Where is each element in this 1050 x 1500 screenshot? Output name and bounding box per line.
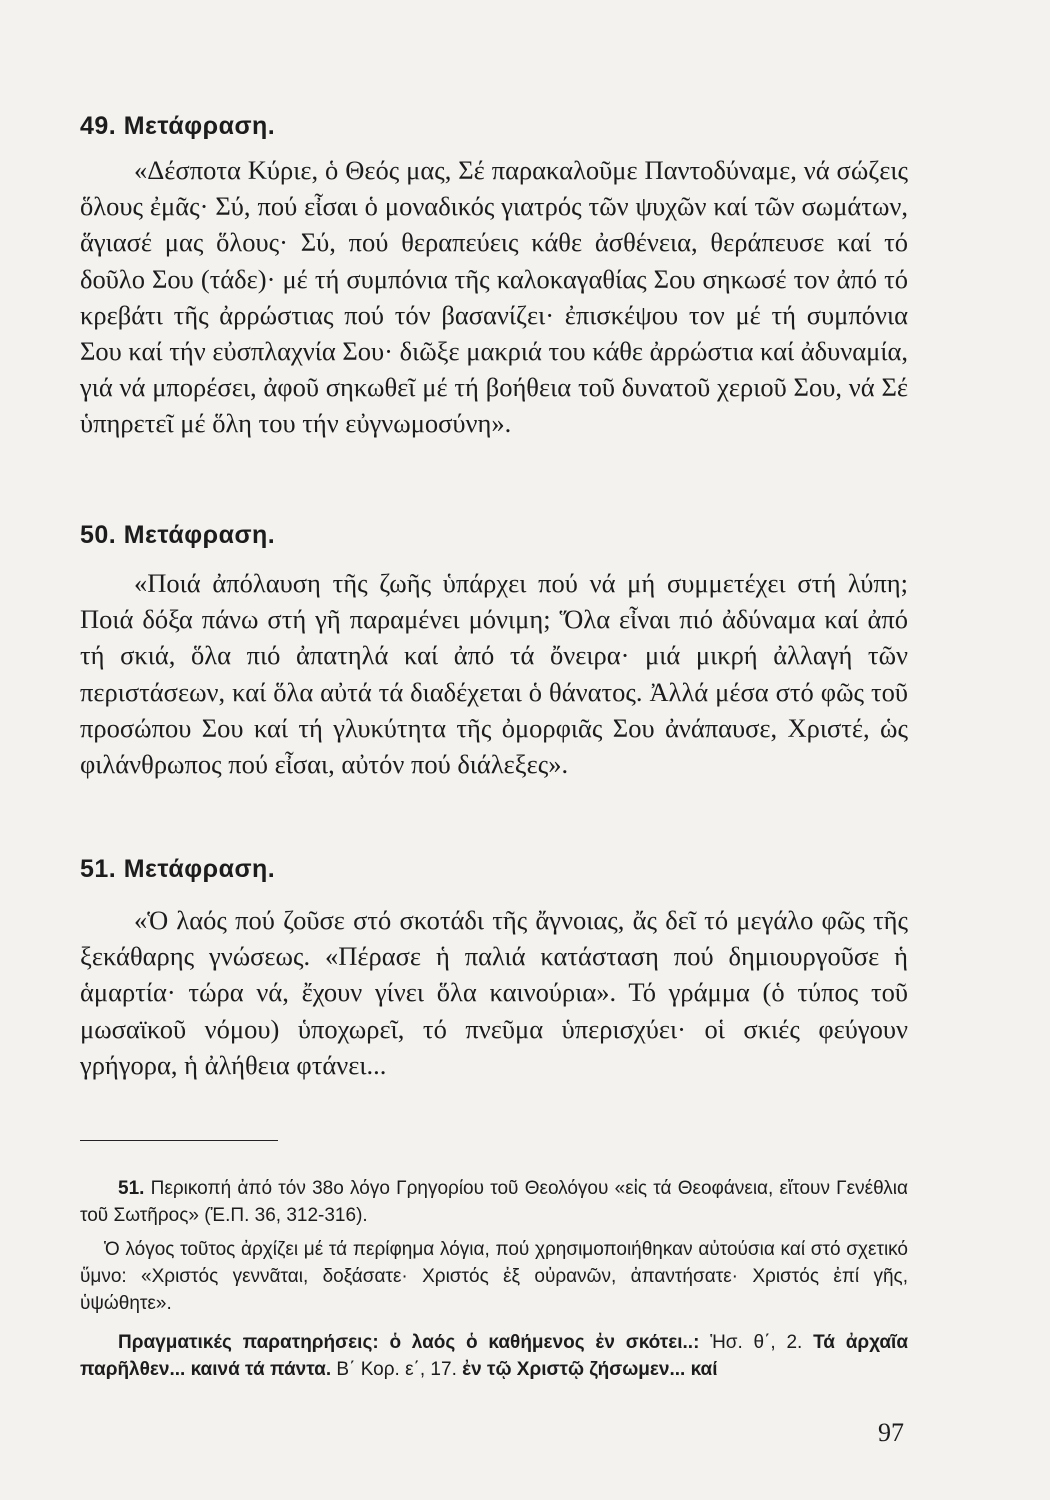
remarks-quote-1: ὁ λαός ὁ καθήμενος ἐν σκότει..: — [389, 1332, 700, 1353]
footnote-remarks — [80, 1329, 908, 1383]
footnote-note: Ὁ λόγος τοῦτος ἀρχίζει μέ τά περίφημα λόγια, πού χρησιμοποιήθηκαν αὐτούσια καί στό σχετικό ὕμνο: «Χριστός γεννᾶται, δοξάσατε· Χριστός ἐξ οὐρανῶν, ἀπαντήσατε· Χριστός ἐπί γῆς, ὑψώθητε». — [80, 1239, 908, 1314]
footnote-number: 51. — [118, 1178, 145, 1199]
section-49-heading: 49. Μετάφραση. — [80, 112, 276, 140]
section-51-text: «Ὁ λαός πού ζοῦσε στό σκοτάδι τῆς ἄγνοιας, ἄς δεῖ τό μεγάλο φῶς τῆς ξεκάθαρης γνώσεως. «Πέρασε ἡ παλιά κατάσταση πού δημιουργοῦσε ἡ ἁμαρτία· τώρα νά, ἔχουν γίνει ὅλα καινούρια». Τό γράμμα (ὁ τύπος τοῦ μωσαϊκοῦ νόμου) ὑποχωρεῖ, τό πνεῦμα ὑπερισχύει· οἱ σκιές φεύγουν γρήγορα, ἡ ἀλήθεια φτάνει... — [80, 905, 908, 1080]
footnote-rule — [80, 1140, 278, 1141]
footnote-citation-text: Περικοπή ἀπό τόν 38ο λόγο Γρηγορίου τοῦ Θεολόγου «εἰς τά Θεοφάνεια, εἴτουν Γενέθλια τοῦ Σωτῆρος» (Ἐ.Π. 36, 312-316). — [80, 1178, 909, 1226]
footnote-citation — [80, 1175, 908, 1229]
section-49-text: «Δέσποτα Κύριε, ὁ Θεός μας, Σέ παρακαλοῦμε Παντοδύναμε, νά σώζεις ὅλους ἐμᾶς· Σύ, πού εἶσαι ὁ μοναδικός γιατρός τῶν ψυχῶν καί τῶν σωμάτων, ἅγιασέ μας ὅλους· Σύ, πού θεραπεύεις κάθε ἀσθένεια, θεράπευσε καί τό δοῦλο Σου (τάδε)· μέ τή συμπόνια τῆς καλοκαγαθίας Σου σηκωσέ τον ἀπό τό κρεβάτι τῆς ἀρρώστιας πού τόν βασανίζει· ἐπισκέψου τον μέ τή συμπόνια Σου καί τήν εὐσπλαχνία Σου· διῶξε μακριά του κάθε ἀρρώστια καί ἀδυναμία, γιά νά μπορέσει, ἀφοῦ σηκωθεῖ μέ τή βοήθεια τοῦ δυνατοῦ χεριοῦ Σου, νά Σέ ὑπηρετεῖ μέ ὅλη του τήν εὐγνωμοσύνη». — [80, 155, 908, 439]
section-50-heading: 50. Μετάφραση. — [80, 521, 276, 549]
remarks-ref-2: Β΄ Κορ. ε΄, 17. — [336, 1359, 457, 1380]
remarks-ref-1: Ἡσ. θ΄, 2. — [710, 1332, 803, 1353]
remarks-quote-2: Τά ἀρχαῖα παρῆλθεν... καινά τά πάντα. — [80, 1332, 909, 1380]
remarks-quote-3: ἐν τῷ Χριστῷ ζήσωμεν... καί — [462, 1359, 718, 1380]
section-51-heading: 51. Μετάφραση. — [80, 855, 276, 883]
section-50-text: «Ποιά ἀπόλαυση τῆς ζωῆς ὑπάρχει πού νά μή συμμετέχει στή λύπη; Ποιά δόξα πάνω στή γῆ παραμένει μόνιμη; Ὅλα εἶναι πιό ἀδύναμα καί ἀπό τή σκιά, ὅλα πιό ἀπατηλά καί ἀπό τά ὄνειρα· μιά μικρή ἀλλαγή τῶν περιστάσεων, καί ὅλα αὐτά τά διαδέχεται ὁ θάνατος. Ἀλλά μέσα στό φῶς τοῦ προσώπου Σου καί τή γλυκύτητα τῆς ὀμορφιᾶς Σου ἀνάπαυσε, Χριστέ, ὡς φιλάνθρωπος πού εἶσαι, αὐτόν πού διάλεξες». — [80, 568, 908, 780]
page-number: 97 — [878, 1418, 904, 1447]
remarks-label: Πραγματικές παρατηρήσεις: — [118, 1332, 379, 1353]
